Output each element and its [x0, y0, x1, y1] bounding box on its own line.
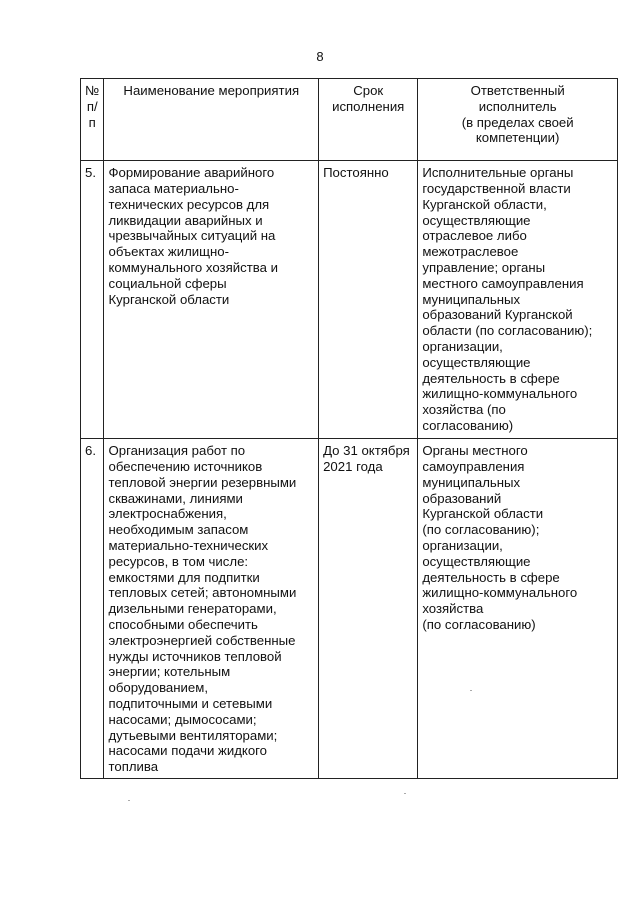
header-event-name: Наименование мероприятия [104, 79, 319, 161]
row-deadline: До 31 октября 2021 года [319, 439, 418, 779]
table-row [81, 161, 618, 439]
row-executor: Исполнительные органы государственной власти Курганской области, осуществляющие отраслевое либо межотраслевое управление; органы местного самоуправления муниципальных образований Курганской области (по согласованию); организации, осуществляющие деятельность в сфере жилищно-коммунального хозяйства (по согласованию) [418, 161, 618, 439]
row-number: 5. [81, 161, 104, 439]
scan-speck [470, 690, 472, 691]
header-executor: Ответственный исполнитель (в пределах своей компетенции) [418, 79, 618, 161]
row-number: 6. [81, 439, 104, 779]
row-event: Организация работ по обеспечению источников тепловой энергии резервными скважинами, линиями электроснабжения, необходимым запасом материально-технических ресурсов, в том числе: емкостями для подпитки тепловых сетей; автономными дизельными генераторами, способными обеспечить электроэнергией собственные нужды источников тепловой энергии; котельным оборудованием, подпиточными и сетевыми насосами; дымососами; дутьевыми вентиляторами; насосами подачи жидкого топлива [104, 439, 319, 779]
scan-speck [404, 793, 406, 794]
scan-speck [128, 800, 130, 801]
row-deadline: Постоянно [319, 161, 418, 439]
row-executor: Органы местного самоуправления муниципальных образований Курганской области (по согласованию); организации, осуществляющие деятельность в сфере жилищно-коммунального хозяйства (по согласованию) [418, 439, 618, 779]
events-table [80, 78, 618, 779]
header-number: № п/п [81, 79, 104, 161]
page-number: 8 [316, 49, 324, 64]
header-deadline: Срок исполнения [319, 79, 418, 161]
row-event: Формирование аварийного запаса материально- технических ресурсов для ликвидации аварийных и чрезвычайных ситуаций на объектах жилищно- коммунального хозяйства и социальной сферы Курганской области [104, 161, 319, 439]
table-header-row [81, 79, 618, 161]
table-row [81, 439, 618, 779]
